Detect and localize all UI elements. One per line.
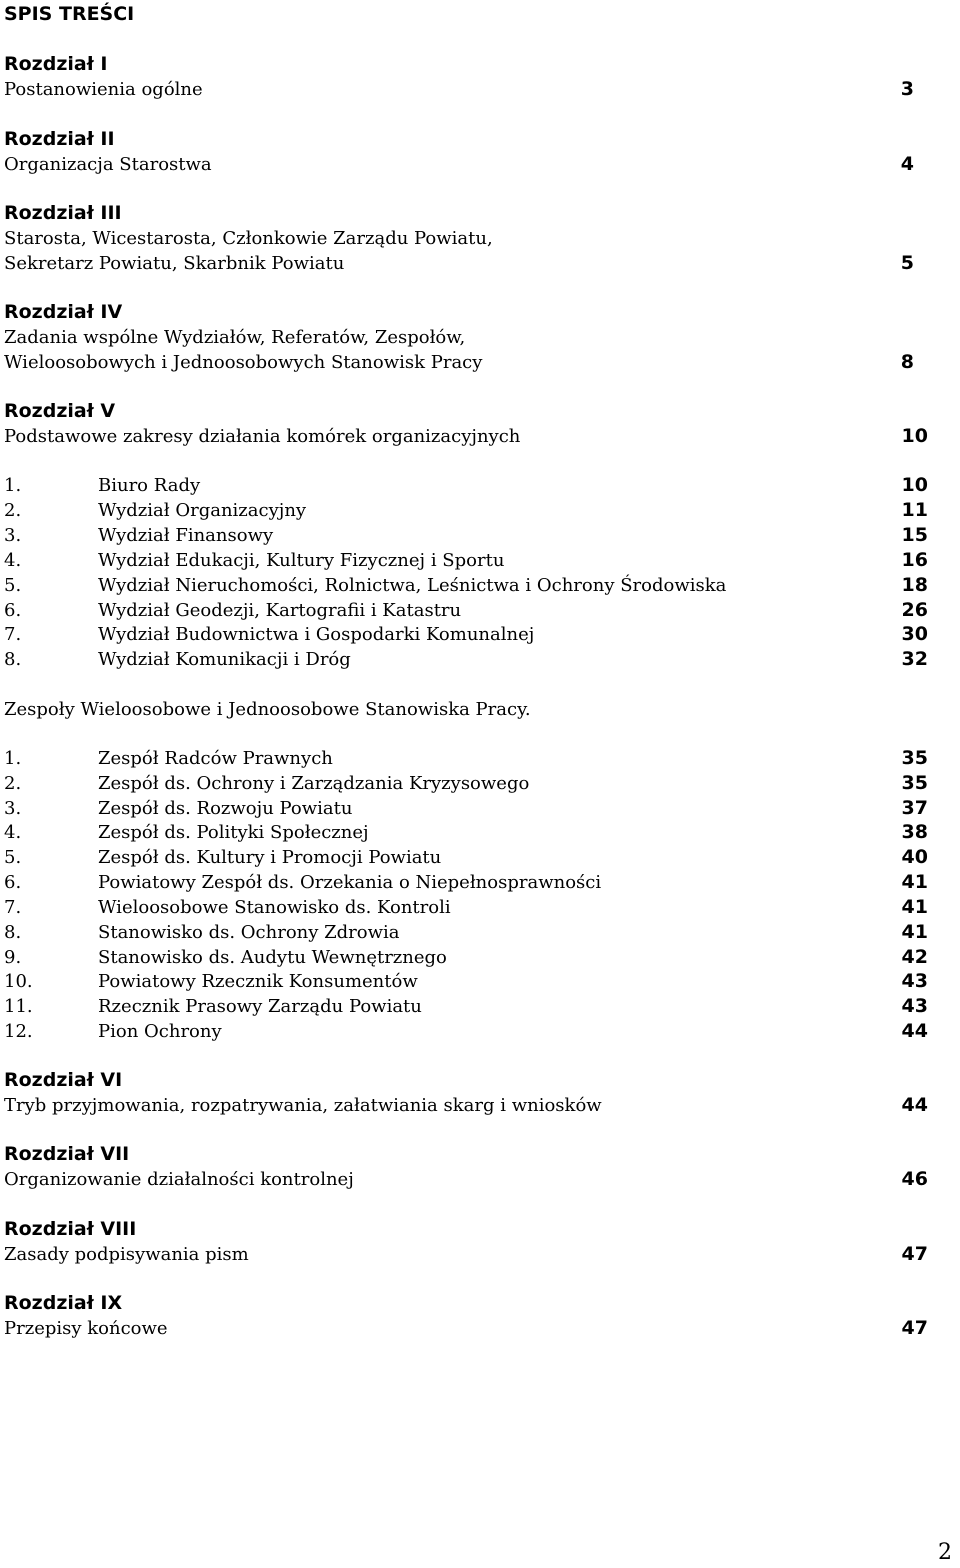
department-name: Biuro Rady [98,475,201,496]
department-number: 6. [4,600,22,621]
team-number: 8. [4,922,22,943]
department-page: 15 [901,524,928,546]
team-number: 2. [4,773,22,794]
chapter-2-label: Rozdział II [4,128,115,150]
chapter-4-title-line1: Zadania wspólne Wydziałów, Referatów, Zespołów, [4,327,466,348]
team-name: Zespół ds. Polityki Społecznej [98,822,369,843]
department-page: 10 [901,474,928,496]
chapter-5-page: 10 [901,425,928,447]
team-name: Powiatowy Rzecznik Konsumentów [98,971,418,992]
team-page: 42 [901,946,928,968]
department-page: 11 [901,499,928,521]
team-name: Rzecznik Prasowy Zarządu Powiatu [98,996,422,1017]
team-page: 37 [901,797,928,819]
chapter-1-page: 3 [900,78,914,100]
team-page: 41 [901,871,928,893]
team-number: 4. [4,822,22,843]
department-page: 18 [901,574,928,596]
department-number: 1. [4,475,22,496]
department-name: Wydział Edukacji, Kultury Fizycznej i Sportu [98,550,505,571]
chapter-1-title: Postanowienia ogólne [4,79,203,100]
chapter-6-title: Tryb przyjmowania, rozpatrywania, załatwiania skarg i wniosków [4,1095,602,1116]
department-page: 30 [901,623,928,645]
department-name: Wydział Komunikacji i Dróg [98,649,351,670]
team-number: 12. [4,1021,33,1042]
team-page: 35 [901,747,928,769]
team-name: Zespół ds. Rozwoju Powiatu [98,798,353,819]
department-number: 4. [4,550,22,571]
team-name: Zespół ds. Ochrony i Zarządzania Kryzysowego [98,773,530,794]
teams-heading: Zespoły Wieloosobowe i Jednoosobowe Stanowiska Pracy. [4,699,531,720]
team-name: Zespół Radców Prawnych [98,748,333,769]
chapter-7-title: Organizowanie działalności kontrolnej [4,1169,354,1190]
team-page: 35 [901,772,928,794]
team-page: 38 [901,821,928,843]
department-name: Wydział Geodezji, Kartografii i Katastru [98,600,462,621]
chapter-6-page: 44 [901,1094,928,1116]
team-name: Wieloosobowe Stanowisko ds. Kontroli [98,897,451,918]
team-page: 43 [901,970,928,992]
team-number: 7. [4,897,22,918]
team-name: Stanowisko ds. Audytu Wewnętrznego [98,947,447,968]
department-number: 8. [4,649,22,670]
chapter-7-page: 46 [901,1168,928,1190]
department-page: 16 [901,549,928,571]
team-number: 1. [4,748,22,769]
team-page: 43 [901,995,928,1017]
chapter-3-title-line1: Starosta, Wicestarosta, Członkowie Zarządu Powiatu, [4,228,493,249]
department-name: Wydział Finansowy [98,525,274,546]
chapter-4-title-line2: Wieloosobowych i Jednoosobowych Stanowisk Pracy [4,352,483,373]
chapter-1-label: Rozdział I [4,53,108,75]
team-number: 9. [4,947,22,968]
chapter-2-title: Organizacja Starostwa [4,154,212,175]
department-number: 2. [4,500,22,521]
team-page: 44 [901,1020,928,1042]
chapter-3-title-line2: Sekretarz Powiatu, Skarbnik Powiatu [4,253,345,274]
team-number: 3. [4,798,22,819]
team-number: 10. [4,971,33,992]
chapter-5-label: Rozdział V [4,400,116,422]
toc-title: SPIS TREŚCI [4,3,135,25]
chapter-9-label: Rozdział IX [4,1292,123,1314]
department-number: 3. [4,525,22,546]
chapter-2-page: 4 [900,153,914,175]
team-name: Zespół ds. Kultury i Promocji Powiatu [98,847,442,868]
department-name: Wydział Budownictwa i Gospodarki Komunalnej [98,624,535,645]
team-name: Stanowisko ds. Ochrony Zdrowia [98,922,400,943]
chapter-3-label: Rozdział III [4,202,122,224]
chapter-5-title: Podstawowe zakresy działania komórek organizacyjnych [4,426,521,447]
team-number: 11. [4,996,33,1017]
team-name: Powiatowy Zespół ds. Orzekania o Niepełnosprawności [98,872,602,893]
chapter-8-label: Rozdział VIII [4,1218,137,1240]
chapter-8-title: Zasady podpisywania pism [4,1244,249,1265]
team-name: Pion Ochrony [98,1021,222,1042]
department-number: 5. [4,575,22,596]
chapter-6-label: Rozdział VI [4,1069,123,1091]
team-page: 41 [901,921,928,943]
chapter-4-page: 8 [900,351,914,373]
department-page: 32 [901,648,928,670]
department-page: 26 [901,599,928,621]
team-page: 41 [901,896,928,918]
team-number: 5. [4,847,22,868]
team-page: 40 [901,846,928,868]
chapter-9-page: 47 [901,1317,928,1339]
department-name: Wydział Organizacyjny [98,500,307,521]
chapter-9-title: Przepisy końcowe [4,1318,168,1339]
department-number: 7. [4,624,22,645]
page-number: 2 [938,1540,952,1565]
department-name: Wydział Nieruchomości, Rolnictwa, Leśnictwa i Ochrony Środowiska [98,575,727,596]
chapter-4-label: Rozdział IV [4,301,123,323]
chapter-7-label: Rozdział VII [4,1143,130,1165]
chapter-3-page: 5 [900,252,914,274]
team-number: 6. [4,872,22,893]
chapter-8-page: 47 [901,1243,928,1265]
